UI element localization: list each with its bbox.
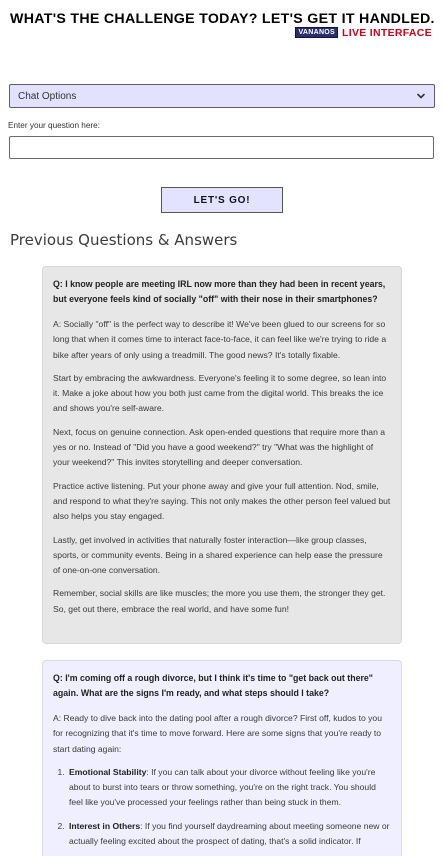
- answer-paragraph: Next, focus on genuine connection. Ask open-ended questions that require more than a yes or no. Instead of "Did you have a good weekend?" try "What was the highlight of your weekend?" This invites storytelling and deeper conversation.: [53, 426, 386, 468]
- answer-list: [53, 765, 391, 849]
- chat-options-select[interactable]: [9, 84, 435, 108]
- list-item: [67, 765, 391, 811]
- qa-question: Q: I know people are meeting IRL now more than they had been in recent years, but everyone feels kind of socially "off" with their nose in their smartphones?: [53, 279, 386, 304]
- answer-paragraph: A: Ready to dive back into the dating pool after a rough divorce? First off, kudos to you for recognizing that it's time to move forward. Here are some signs that you're ready to start dating again:: [53, 713, 382, 754]
- list-item-text: : If you can talk about your divorce without feeling like you're about to burst into tears or throw something, you're on the right track. You should feel like you've processed your feelings rather than being stuck in them.: [69, 766, 376, 808]
- qa-answer: [53, 317, 391, 617]
- brand-logo: VANANOS: [295, 27, 338, 38]
- qa-question: Q: I'm coming off a rough divorce, but I think it's time to "get back out there" again. What are the signs I'm ready, and what steps should I take?: [53, 673, 373, 698]
- brand: [295, 27, 432, 38]
- qa-answer: [53, 711, 391, 849]
- qa-entry: [42, 660, 402, 856]
- question-label: Enter your question here:: [8, 121, 100, 130]
- answer-paragraph: A: Socially "off" is the perfect way to describe it! We've been glued to our screens for so long that when it comes time to interact face-to-face, it can feel like we're trying to ride a bike after years of only using a treadmill. The good news? It's totally fixable.: [53, 319, 387, 360]
- history-title: Previous Questions & Answers: [10, 231, 238, 249]
- answer-paragraph: Start by embracing the awkwardness. Everyone's feeling it to some degree, so lean into it. Make a joke about how you both just came from the digital world. This breaks the ice and shows you're self-aware.: [53, 372, 387, 414]
- question-input[interactable]: [9, 136, 434, 159]
- list-item-term: Interest in Others: [69, 820, 141, 831]
- answer-paragraph: Lastly, get involved in activities that naturally foster interaction—like group classes, sports, or community events. Being in a shared experience can help ease the pressure of one-on-one conversation.: [53, 534, 383, 576]
- answer-paragraph: Practice active listening. Put your phone away and give your full attention. Nod, smile, and respond to what they're saying. This not only makes the other person feel valued but also helps you stay engaged.: [53, 480, 391, 522]
- lets-go-button[interactable]: LET'S GO!: [161, 187, 283, 213]
- list-item-term: Emotional Stability: [69, 766, 147, 777]
- page-headline: WHAT'S THE CHALLENGE TODAY? LET'S GET IT HANDLED.: [10, 11, 435, 27]
- page-header: [0, 0, 444, 44]
- list-item: [67, 819, 391, 850]
- answer-paragraph: Remember, social skills are like muscles; the more you use them, the stronger they get. So, get out there, embrace the real world, and have some fun!: [53, 588, 386, 614]
- chat-options-value: Chat Options: [18, 90, 77, 102]
- qa-entry: [42, 266, 402, 644]
- brand-tagline: LIVE INTERFACE: [342, 26, 432, 39]
- list-item-text: : If you find yourself daydreaming about meeting someone new or actually feeling excited about the prospect of dating, that's a solid indicator. If: [69, 820, 390, 847]
- chevron-down-icon: [416, 91, 426, 101]
